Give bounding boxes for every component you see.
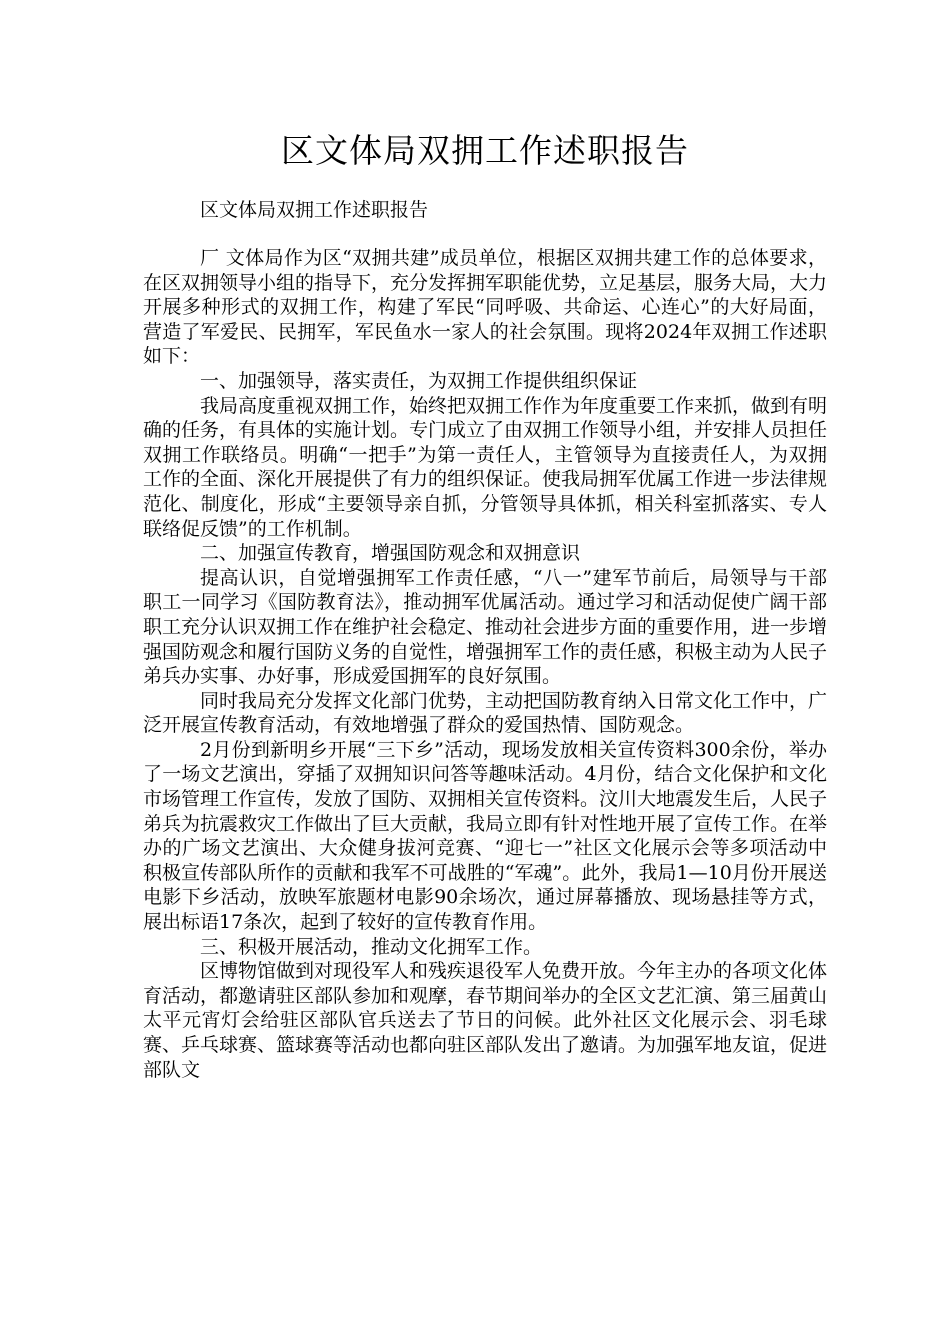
section-heading-2: 二、加强宣传教育，增强国防观念和双拥意识 xyxy=(200,542,581,565)
paragraph-section-2a: 提高认识，自觉增强拥军工作责任感，“八一”建军节前后，局领导与干部职工一同学习《国防教育法》，推动拥军优属活动。通过学习和活动促使广阔干部职工充分认识双拥工作在维护社会稳定、推动社会进步方面的重要作用，进一步增强国防观念和履行国防义务的自觉性，增强拥军工作的责任感，积极主动为人民子弟兵办实事、办好事，形成爱国拥军的良好氛围。 xyxy=(143,566,828,688)
paragraph-section-2b: 同时我局充分发挥文化部门优势，主动把国防教育纳入日常文化工作中，广泛开展宣传教育活动，有效地增强了群众的爱国热情、国防观念。 xyxy=(143,689,828,737)
paragraph-section-3: 区博物馆做到对现役军人和残疾退役军人免费开放。今年主办的各项文化体育活动，都邀请驻区部队参加和观摩，春节期间举办的全区文艺汇演、第三届黄山太平元宵灯会给驻区部队官兵送去了节日的问候。此外社区文化展示会、羽毛球赛、乒乓球赛、篮球赛等活动也都向驻区部队发出了邀请。为加强军地友谊，促进部队文 xyxy=(143,960,828,1081)
document-subtitle: 区文体局双拥工作述职报告 xyxy=(200,199,429,221)
paragraph-section-1: 我局高度重视双拥工作，始终把双拥工作作为年度重要工作来抓，做到有明确的任务，有具体的实施计划。专门成立了由双拥工作领导小组，并安排人员担任双拥工作联络员。明确“一把手”为第一责任人，主管领导为直接责任人，为双拥工作的全面、深化开展提供了有力的组织保证。使我局拥军优属工作进一步法律规范化、制度化，形成“主要领导亲自抓，分管领导具体抓，相关科室抓落实、专人联络促反馈”的工作机制。 xyxy=(143,394,828,540)
paragraph-section-2c: 2月份到新明乡开展“三下乡”活动，现场发放相关宣传资料300余份，举办了一场文艺演出，穿插了双拥知识问答等趣味活动。4月份，结合文化保护和文化市场管理工作宣传，发放了国防、双拥相关宣传资料。汶川大地震发生后，人民子弟兵为抗震救灾工作做出了巨大贡献，我局立即有针对性地开展了宣传工作。在举办的广场文艺演出、大众健身拔河竞赛、“迎七一”社区文化展示会等多项活动中积极宣传部队所作的贡献和我军不可战胜的“军魂”。此外，我局1—10月份开展送电影下乡活动，放映军旅题材电影90余场次，通过屏幕播放、现场悬挂等方式，展出标语17条次，起到了较好的宣传教育作用。 xyxy=(143,738,828,934)
document-title: 区文体局双拥工作述职报告 xyxy=(281,131,689,170)
section-heading-1: 一、加强领导，落实责任，为双拥工作提供组织保证 xyxy=(200,369,638,392)
section-heading-3: 三、积极开展活动，推动文化拥军工作。 xyxy=(200,935,543,958)
document-body xyxy=(143,246,827,1082)
paragraph-intro: 厂 文体局作为区“双拥共建”成员单位，根据区双拥共建工作的总体要求，在区双拥领导小组的指导下，充分发挥拥军职能优势，立足基层，服务大局，大力开展多种形式的双拥工作，构建了军民“同呼吸、共命运、心连心”的大好局面，营造了军爱民、民拥军，军民鱼水一家人的社会氛围。现将2024年双拥工作述职如下： xyxy=(143,247,828,368)
document-page xyxy=(143,128,827,1082)
